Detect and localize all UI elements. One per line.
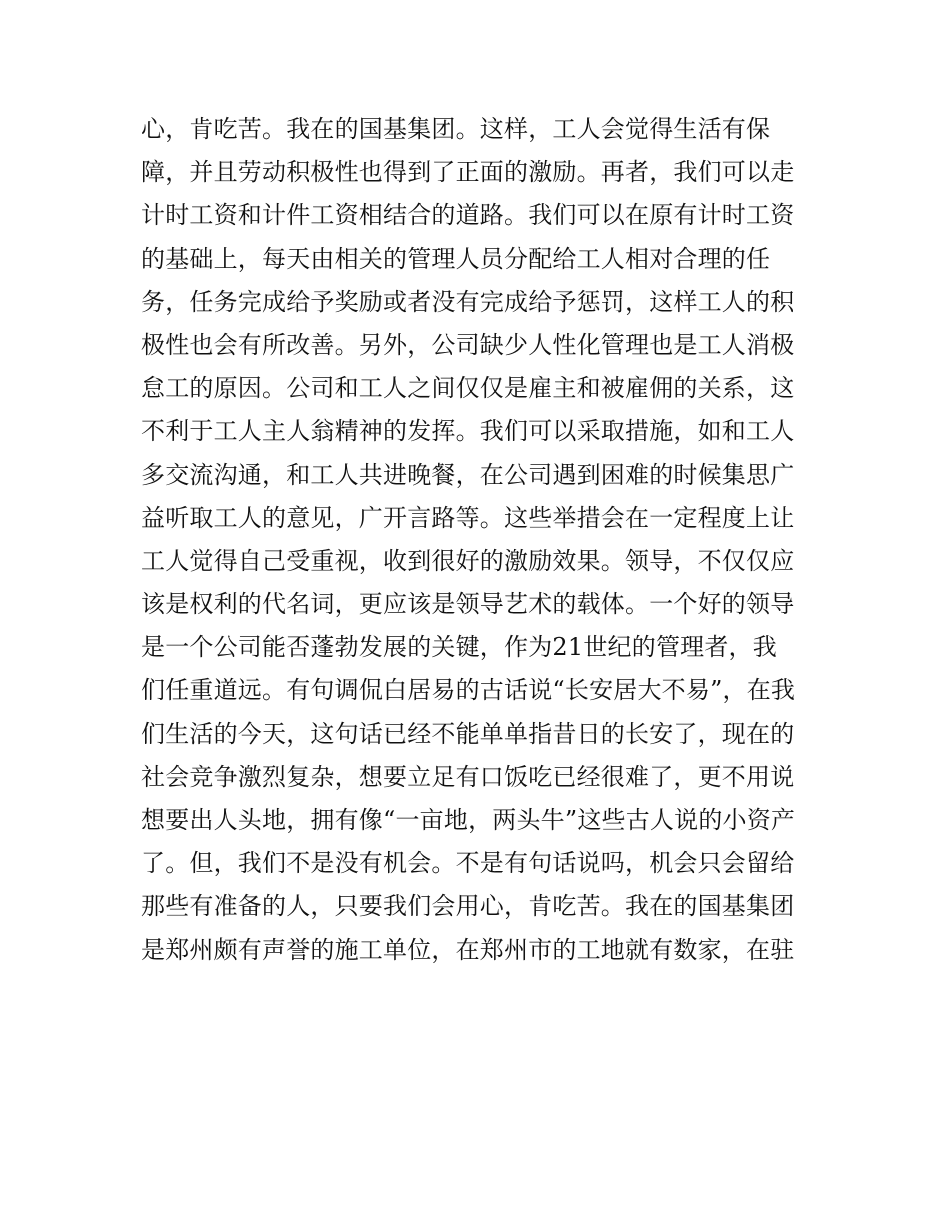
text-line: 们任重道远。有句调侃白居易的古话说“长安居大不易”，在我: [141, 676, 796, 705]
text-line: 想要出人头地，拥有像“一亩地，两头牛”这些古人说的小资产: [141, 806, 796, 834]
text-line: 的基础上，每天由相关的管理人员分配给工人相对合理的任: [141, 244, 771, 273]
text-line: 计时工资和计件工资相结合的道路。我们可以在原有计时工资: [141, 201, 795, 230]
text-line: 障，并且劳动积极性也得到了正面的激励。再者，我们可以走: [141, 158, 795, 187]
text-line: 是一个公司能否蓬勃发展的关键，作为21世纪的管理者，我: [141, 633, 777, 662]
text-line: 务，任务完成给予奖励或者没有完成给予惩罚，这样工人的积: [141, 287, 795, 316]
text-line: 工人觉得自己受重视，收到很好的激励效果。领导，不仅仅应: [141, 546, 795, 575]
text-line: 多交流沟通，和工人共进晚餐，在公司遇到困难的时候集思广: [141, 460, 795, 489]
text-line: 不利于工人主人翁精神的发挥。我们可以采取措施，如和工人: [141, 417, 795, 446]
text-line: 该是权利的代名词，更应该是领导艺术的载体。一个好的领导: [141, 590, 795, 619]
text-line: 那些有准备的人，只要我们会用心，肯吃苦。我在的国基集团: [141, 892, 795, 921]
text-line: 益听取工人的意见，广开言路等。这些举措会在一定程度上让: [141, 503, 795, 532]
text-line: 是郑州颇有声誉的施工单位，在郑州市的工地就有数家，在驻: [141, 935, 795, 964]
body-text: [141, 108, 821, 972]
text-line: 怠工的原因。公司和工人之间仅仅是雇主和被雇佣的关系，这: [141, 374, 795, 403]
text-line: 社会竞争激烈复杂，想要立足有口饭吃已经很难了，更不用说: [141, 762, 795, 791]
text-line: 了。但，我们不是没有机会。不是有句话说吗，机会只会留给: [141, 849, 795, 878]
text-line: 极性也会有所改善。另外，公司缺少人性化管理也是工人消极: [141, 330, 795, 359]
text-line: 心，肯吃苦。我在的国基集团。这样，工人会觉得生活有保: [141, 115, 771, 143]
text-line: 们生活的今天，这句话已经不能单单指昔日的长安了，现在的: [141, 719, 795, 748]
